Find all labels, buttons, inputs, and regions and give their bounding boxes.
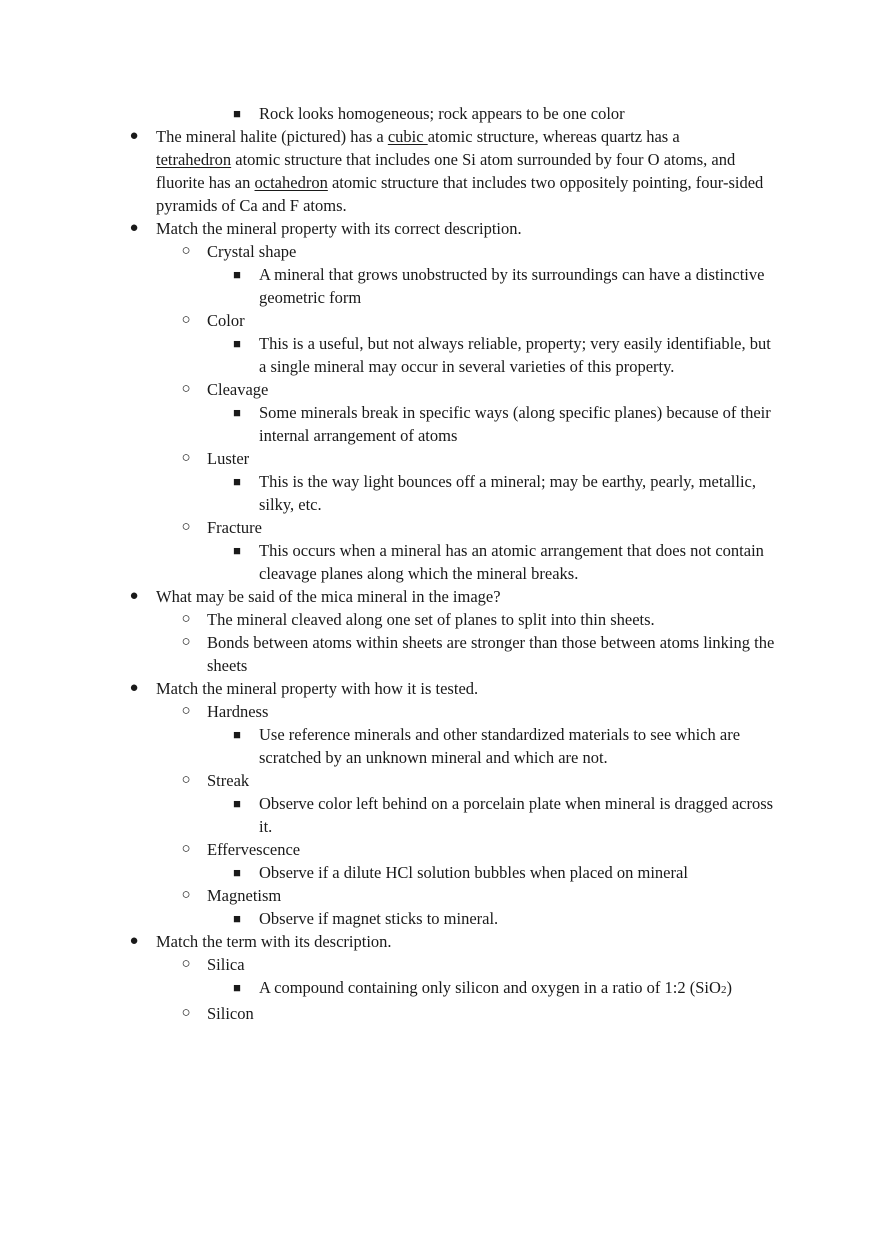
text-span: atomic structure that includes two oppositely pointing, four-sided pyramids of Ca and F atoms.: [156, 173, 764, 215]
item-text: Observe if a dilute HCl solution bubbles when placed on mineral: [259, 863, 688, 882]
item-text: Magnetism: [207, 886, 282, 905]
circle-bullet-icon: ○: [181, 519, 191, 535]
square-bullet-icon: ■: [233, 865, 241, 880]
circle-bullet-icon: ○: [181, 243, 191, 259]
circle-bullet-icon: ○: [181, 703, 191, 719]
circle-bullet-icon: ○: [181, 611, 191, 627]
item-text: Cleavage: [207, 380, 269, 399]
text-span: The mineral halite (pictured) has a: [156, 127, 388, 146]
circle-bullet-icon: ○: [181, 956, 191, 972]
list-item: [0, 930, 880, 953]
underlined-term: cubic: [387, 127, 428, 146]
list-item: [0, 700, 880, 723]
disc-bullet-icon: ●: [129, 933, 139, 949]
list-item: [0, 401, 880, 447]
item-text: Observe if magnet sticks to mineral.: [259, 909, 499, 928]
list-item: [0, 447, 880, 470]
item-text: This is a useful, but not always reliable, property; very easily identifiable, but a single mineral may occur in several varieties of this property.: [259, 334, 771, 376]
square-bullet-icon: ■: [233, 727, 241, 742]
square-bullet-icon: ■: [233, 106, 241, 121]
item-text: Rock looks homogeneous; rock appears to be one color: [259, 104, 625, 123]
circle-bullet-icon: ○: [181, 772, 191, 788]
list-item: [0, 838, 880, 861]
circle-bullet-icon: ○: [181, 450, 191, 466]
square-bullet-icon: ■: [233, 980, 241, 995]
item-text: Use reference minerals and other standardized materials to see which are scratched by an unknown mineral and which are not.: [259, 725, 741, 767]
list-item: [0, 125, 880, 217]
circle-bullet-icon: ○: [181, 381, 191, 397]
underlined-term: octahedron: [254, 173, 328, 192]
underlined-term: tetrahedron: [156, 150, 232, 169]
list-item: [0, 332, 880, 378]
list-item: [0, 263, 880, 309]
square-bullet-icon: ■: [233, 267, 241, 282]
item-text: Match the term with its description.: [156, 932, 392, 951]
list-item: [0, 976, 880, 1002]
outline-list: [0, 102, 880, 1025]
square-bullet-icon: ■: [233, 474, 241, 489]
item-text: Crystal shape: [207, 242, 297, 261]
list-item: [0, 585, 880, 608]
square-bullet-icon: ■: [233, 405, 241, 420]
list-item: [0, 378, 880, 401]
item-text: Streak: [207, 771, 250, 790]
list-item: [0, 953, 880, 976]
circle-bullet-icon: ○: [181, 634, 191, 650]
list-item: [0, 861, 880, 884]
item-text: A mineral that grows unobstructed by its surroundings can have a distinctive geometric form: [259, 265, 765, 307]
item-text: Some minerals break in specific ways (along specific planes) because of their internal arrangement of atoms: [259, 403, 771, 445]
list-item: [0, 102, 880, 125]
halite-paragraph: [156, 125, 780, 217]
list-item: [0, 723, 880, 769]
list-item: [0, 470, 880, 516]
item-text: Effervescence: [207, 840, 301, 859]
list-item: [0, 217, 880, 240]
text-span: atomic structure, whereas quartz has a: [427, 127, 680, 146]
disc-bullet-icon: ●: [129, 588, 139, 604]
item-text: Match the mineral property with how it is tested.: [156, 679, 479, 698]
item-text: Color: [207, 311, 245, 330]
list-item: [0, 907, 880, 930]
list-item: [0, 792, 880, 838]
item-text: What may be said of the mica mineral in the image?: [156, 587, 501, 606]
list-item: [0, 240, 880, 263]
list-item: [0, 631, 880, 677]
circle-bullet-icon: ○: [181, 841, 191, 857]
list-item: [0, 539, 880, 585]
list-item: [0, 516, 880, 539]
item-text: Match the mineral property with its correct description.: [156, 219, 522, 238]
text-span: atomic structure that includes one Si atom surrounded by four O atoms, and fluorite has an: [156, 150, 736, 192]
square-bullet-icon: ■: [233, 796, 241, 811]
item-text: Fracture: [207, 518, 262, 537]
text-span: A compound containing only silicon and oxygen in a ratio of 1:2 (SiO: [259, 978, 721, 997]
disc-bullet-icon: ●: [129, 680, 139, 696]
item-text: Observe color left behind on a porcelain plate when mineral is dragged across it.: [259, 794, 774, 836]
item-text: This occurs when a mineral has an atomic arrangement that does not contain cleavage planes along which the mineral breaks.: [259, 541, 764, 583]
list-item: [0, 608, 880, 631]
disc-bullet-icon: ●: [129, 220, 139, 236]
item-text: Hardness: [207, 702, 269, 721]
list-item: [0, 677, 880, 700]
item-text: This is the way light bounces off a mineral; may be earthy, pearly, metallic, silky, etc.: [259, 472, 756, 514]
list-item: [0, 769, 880, 792]
square-bullet-icon: ■: [233, 543, 241, 558]
item-text: Bonds between atoms within sheets are stronger than those between atoms linking the sheets: [207, 633, 775, 675]
list-item: [0, 884, 880, 907]
disc-bullet-icon: ●: [129, 128, 139, 144]
item-text: Luster: [207, 449, 250, 468]
list-item: [0, 1002, 880, 1025]
silica-description: [259, 976, 780, 1002]
item-text: Silicon: [207, 1004, 254, 1023]
item-text: Silica: [207, 955, 245, 974]
text-span: ): [726, 978, 732, 997]
circle-bullet-icon: ○: [181, 1005, 191, 1021]
square-bullet-icon: ■: [233, 336, 241, 351]
square-bullet-icon: ■: [233, 911, 241, 926]
circle-bullet-icon: ○: [181, 887, 191, 903]
item-text: The mineral cleaved along one set of planes to split into thin sheets.: [207, 610, 655, 629]
circle-bullet-icon: ○: [181, 312, 191, 328]
subscript: 2: [720, 984, 727, 996]
list-item: [0, 309, 880, 332]
